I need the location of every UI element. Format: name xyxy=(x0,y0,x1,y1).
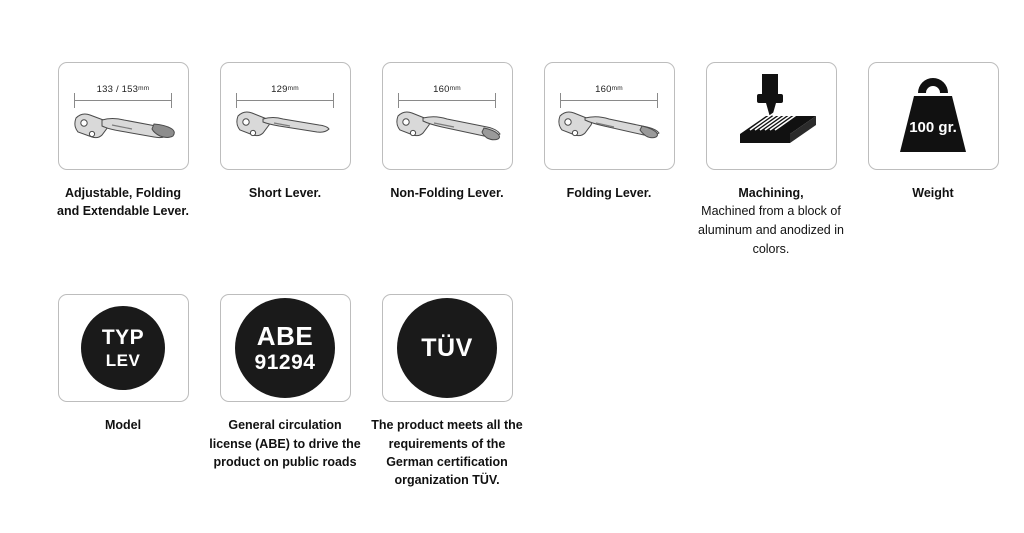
feature-image-box xyxy=(382,62,513,170)
feature-cell-folding-lever xyxy=(528,62,690,202)
lever-drawing xyxy=(554,104,666,148)
dimension-line xyxy=(398,100,496,101)
dimension-line xyxy=(74,100,172,101)
dimension-label: $129^{mm}$ xyxy=(271,84,299,95)
feature-caption: Short Lever. xyxy=(248,186,322,200)
feature-caption: Adjustable, Folding and Extendable Lever. xyxy=(57,186,189,219)
feature-cell-model xyxy=(42,294,204,434)
feature-cell-tuv xyxy=(366,294,528,489)
feature-caption: Folding Lever. xyxy=(566,186,652,200)
weight-value: 100 gr. xyxy=(909,119,957,136)
weight-icon xyxy=(878,70,988,162)
tuv-badge-icon xyxy=(397,298,497,398)
lever-drawing xyxy=(68,104,180,148)
abe-badge-icon xyxy=(235,298,335,398)
feature-caption: Model xyxy=(104,418,142,433)
feature-cell-short-lever xyxy=(204,62,366,202)
dimension-line xyxy=(236,100,334,101)
dimension-label: $133 / 153^{mm}$ xyxy=(96,84,150,95)
feature-caption: General circulation license (ABE) to drive the product on public roads xyxy=(209,418,361,469)
feature-cell-non-folding-lever xyxy=(366,62,528,202)
feature-row-2 xyxy=(42,294,1014,489)
dimension-label: $160^{mm}$ xyxy=(595,84,623,95)
feature-image-box xyxy=(220,62,351,170)
feature-image-box xyxy=(58,294,189,402)
feature-image-box xyxy=(868,62,999,170)
lever-drawing xyxy=(392,104,504,148)
lever-short-icon xyxy=(224,66,346,166)
feature-subcaption: Machined from a block of aluminum and anodized in colors. xyxy=(698,204,844,256)
feature-caption: The product meets all the requirements of the German certification organization TÜV. xyxy=(371,418,523,487)
feature-row-1 xyxy=(42,62,1014,258)
dimension-label: $160^{mm}$ xyxy=(433,84,461,95)
feature-image-box xyxy=(58,62,189,170)
lever-folding-icon xyxy=(548,66,670,166)
feature-caption: Weight xyxy=(912,186,954,200)
feature-cell-machining xyxy=(690,62,852,258)
model-badge-line1: TYP xyxy=(101,326,145,350)
feature-caption: Machining, Machined from a block of aluminum and anodized in colors. xyxy=(695,184,847,258)
feature-cell-adjustable-lever xyxy=(42,62,204,220)
feature-image-box xyxy=(220,294,351,402)
lever-adjustable-folding-icon xyxy=(62,66,184,166)
feature-image-box xyxy=(706,62,837,170)
dimension-line xyxy=(560,100,658,101)
feature-caption: Non-Folding Lever. xyxy=(390,186,504,200)
feature-cell-weight xyxy=(852,62,1014,202)
abe-badge-line2: 91294 xyxy=(254,351,316,375)
cnc-machining-icon xyxy=(716,70,826,162)
feature-grid xyxy=(42,62,1014,489)
model-badge-line2: LEV xyxy=(105,351,141,371)
abe-badge-line1: ABE xyxy=(256,321,314,352)
feature-image-box xyxy=(544,62,675,170)
tuv-badge-line1: TÜV xyxy=(421,333,473,362)
feature-cell-abe xyxy=(204,294,366,470)
lever-drawing xyxy=(230,104,342,148)
lever-non-folding-icon xyxy=(386,66,508,166)
feature-image-box xyxy=(382,294,513,402)
model-badge-icon xyxy=(81,306,165,390)
